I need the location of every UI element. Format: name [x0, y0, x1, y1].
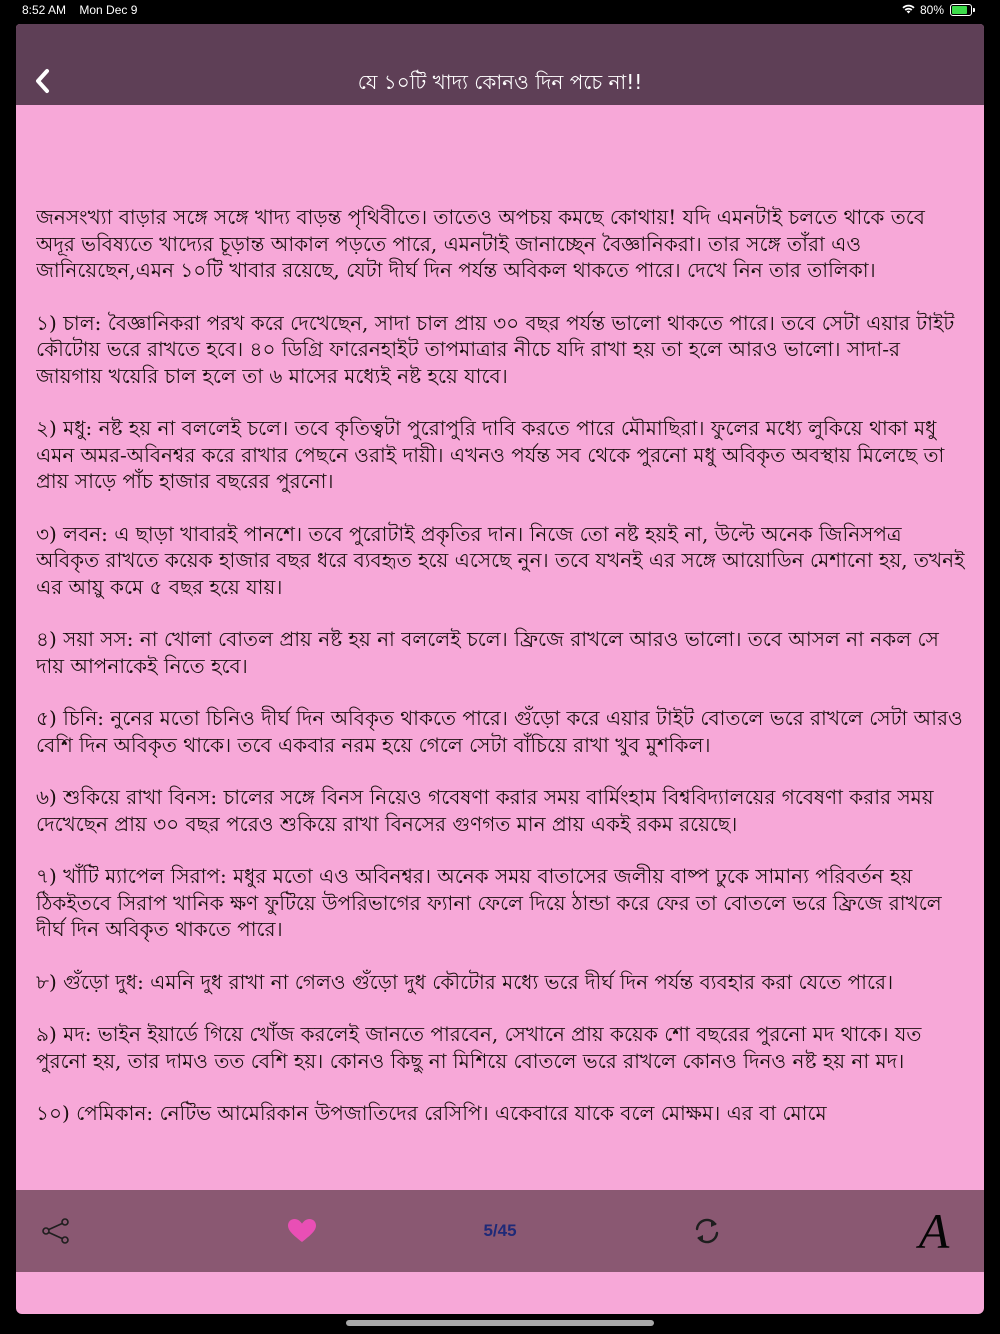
share-icon — [41, 1218, 71, 1244]
article-paragraph: ৬) শুকিয়ে রাখা বিনস: চালের সঙ্গে বিনস নিয়েও গবেষণা করার সময় বার্মিংহাম বিশ্ববিদ্যালয়ের গবেষণা করার সময় দেখেছেন প্রায় ৩০ বছর পরেও শুকিয়ে রাখা বিনসের গুণগত মান প্রায় একই রকম রয়েছে। — [36, 785, 934, 836]
article-body[interactable] — [36, 204, 966, 1204]
status-date: Mon Dec 9 — [79, 3, 138, 17]
favorite-button[interactable] — [280, 1190, 324, 1272]
article-paragraph: ৮) গুঁড়ো দুধ: এমনি দুধ রাখা না গেলও গুঁড়ো দুধ কৌটোর মধ্যে ভরে দীর্ঘ দিন পর্যন্ত ব্যবহার করা যেতে পারে। — [36, 969, 894, 994]
article-paragraph: ৪) সয়া সস: না খোলা বোতল প্রায় নষ্ট হয় না বললেই চলে। ফ্রিজে রাখলে আরও ভালো। তবে আসল না নকল সে দায় আপনাকেই নিতে হবে। — [36, 627, 939, 678]
bottom-toolbar — [16, 1190, 984, 1272]
article-paragraph: জনসংখ্যা বাড়ার সঙ্গে সঙ্গে খাদ্য বাড়ন্ত পৃথিবীতে। তাতেও অপচয় কমছে কোথায়! যদি এমনটাই চলতে থাকে তবে অদূর ভবিষ্যতে খাদ্যের চূড়ান্ত আকাল পড়তে পারে, এমনটাই জানাচ্ছেন বৈজ্ঞানিকরা। তার সঙ্গে তাঁরা এও জানিয়েছেন,এমন ১০টি খাবার রয়েছে, যেটা দীর্ঘ দিন পর্যন্ত অবিকল থাকতে পারে। দেখে নিন তার তালিকা। — [36, 205, 925, 282]
page-counter: 5/45 — [483, 1221, 517, 1240]
font-size-button[interactable]: A — [918, 1203, 950, 1259]
page-title: যে ১০টি খাদ্য কোনও দিন পচে না!! — [357, 70, 643, 94]
refresh-button[interactable] — [685, 1190, 729, 1272]
refresh-icon — [693, 1217, 721, 1245]
battery-percent: 80% — [919, 3, 944, 17]
status-time: 8:52 AM — [22, 3, 67, 17]
article-paragraph: ১) চাল: বৈজ্ঞানিকরা পরখ করে দেখেছেন, সাদা চাল প্রায় ৩০ বছর পর্যন্ত ভালো থাকতে পারে। তবে সেটা এয়ার টাইট কৌটোয় ভরে রাখতে হবে। ৪০ ডিগ্রি ফারেনহাইট তাপমাত্রার নীচে যদি রাখা হয় তা হলে আরও ভালো। সাদা-র জায়গায় খয়েরি চাল হলে তা ৬ মাসের মধ্যেই নষ্ট হয়ে যাবে। — [36, 310, 955, 388]
status-bar — [0, 0, 1000, 22]
article-paragraph: ১০) পেমিকান: নেটিভ আমেরিকান উপজাতিদের রেসিপি। একেবারে যাকে বলে মোক্ষম। এর বা মোমে — [36, 1101, 827, 1125]
wifi-icon — [901, 3, 916, 17]
navigation-bar — [16, 24, 984, 105]
article-paragraph: ২) মধু: নষ্ট হয় না বললেই চলে। তবে কৃতিত্বটা পুরোপুরি দাবি করতে পারে মৌমাছিরা। ফুলের মধ্যে লুকিয়ে থাকা মধু এমন অমর-অবিনশ্বর করে রাখার পেছনে ওরাই দায়ী। এখনও পর্যন্ত সব থেকে পুরনো মধু অবিকৃত অবস্থায় মিলেছে তা প্রায় সাড়ে পাঁচ হাজার বছরের পুরনো। — [36, 416, 945, 493]
battery-icon — [950, 4, 972, 16]
app-content — [16, 24, 984, 1314]
home-indicator[interactable] — [346, 1320, 654, 1326]
article-paragraph: ৩) লবন: এ ছাড়া খাবারই পানশে। তবে পুরোটাই প্রকৃতির দান। নিজে তো নষ্ট হয়ই না, উল্টে অনেক জিনিসপত্র অবিকৃত রাখতে কয়েক হাজার বছর ধরে ব্যবহৃত হয়ে এসেছে নুন। তবে যখনই এর সঙ্গে আয়োডিন মেশানো হয়, তখনই এর আয়ু কমে ৫ বছর হয়ে যায়। — [36, 521, 965, 599]
share-button[interactable] — [34, 1190, 78, 1272]
article-paragraph: ৯) মদ: ভাইন ইয়ার্ডে গিয়ে খোঁজ করলেই জানতে পারবেন, সেখানে প্রায় কয়েক শো বছরের পুরনো মদ থাকে। যত পুরনো হয়, তার দামও তত বেশি হয়। কোনও কিছু না মিশিয়ে বোতলে ভরে রাখলে কোনও দিনও নষ্ট হয় না মদ। — [36, 1022, 922, 1073]
article-paragraph: ৫) চিনি: নুনের মতো চিনিও দীর্ঘ দিন অবিকৃত থাকতে পারে। গুঁড়ো করে এয়ার টাইট বোতলে ভরে রাখলে সেটা আরও বেশি দিন অবিকৃত থাকে। তবে একবার নরম হয়ে গেলে সেটা বাঁচিয়ে রাখা খুব মুশকিল। — [36, 706, 963, 757]
heart-icon — [287, 1218, 317, 1244]
article-paragraph: ৭) খাঁটি ম্যাপেল সিরাপ: মধুর মতো এও অবিনশ্বর। অনেক সময় বাতাসের জলীয় বাষ্প ঢুকে সামান্য পরিবর্তন হয় ঠিকইতবে সিরাপ খানিক ক্ষণ ফুটিয়ে উপরিভাগের ফ্যানা ফেলে দিয়ে ঠান্ডা করে ফের তা বোতলে ভরে ফ্রিজে রাখলে দীর্ঘ দিন অবিকৃত থাকতে পারে। — [36, 864, 942, 941]
